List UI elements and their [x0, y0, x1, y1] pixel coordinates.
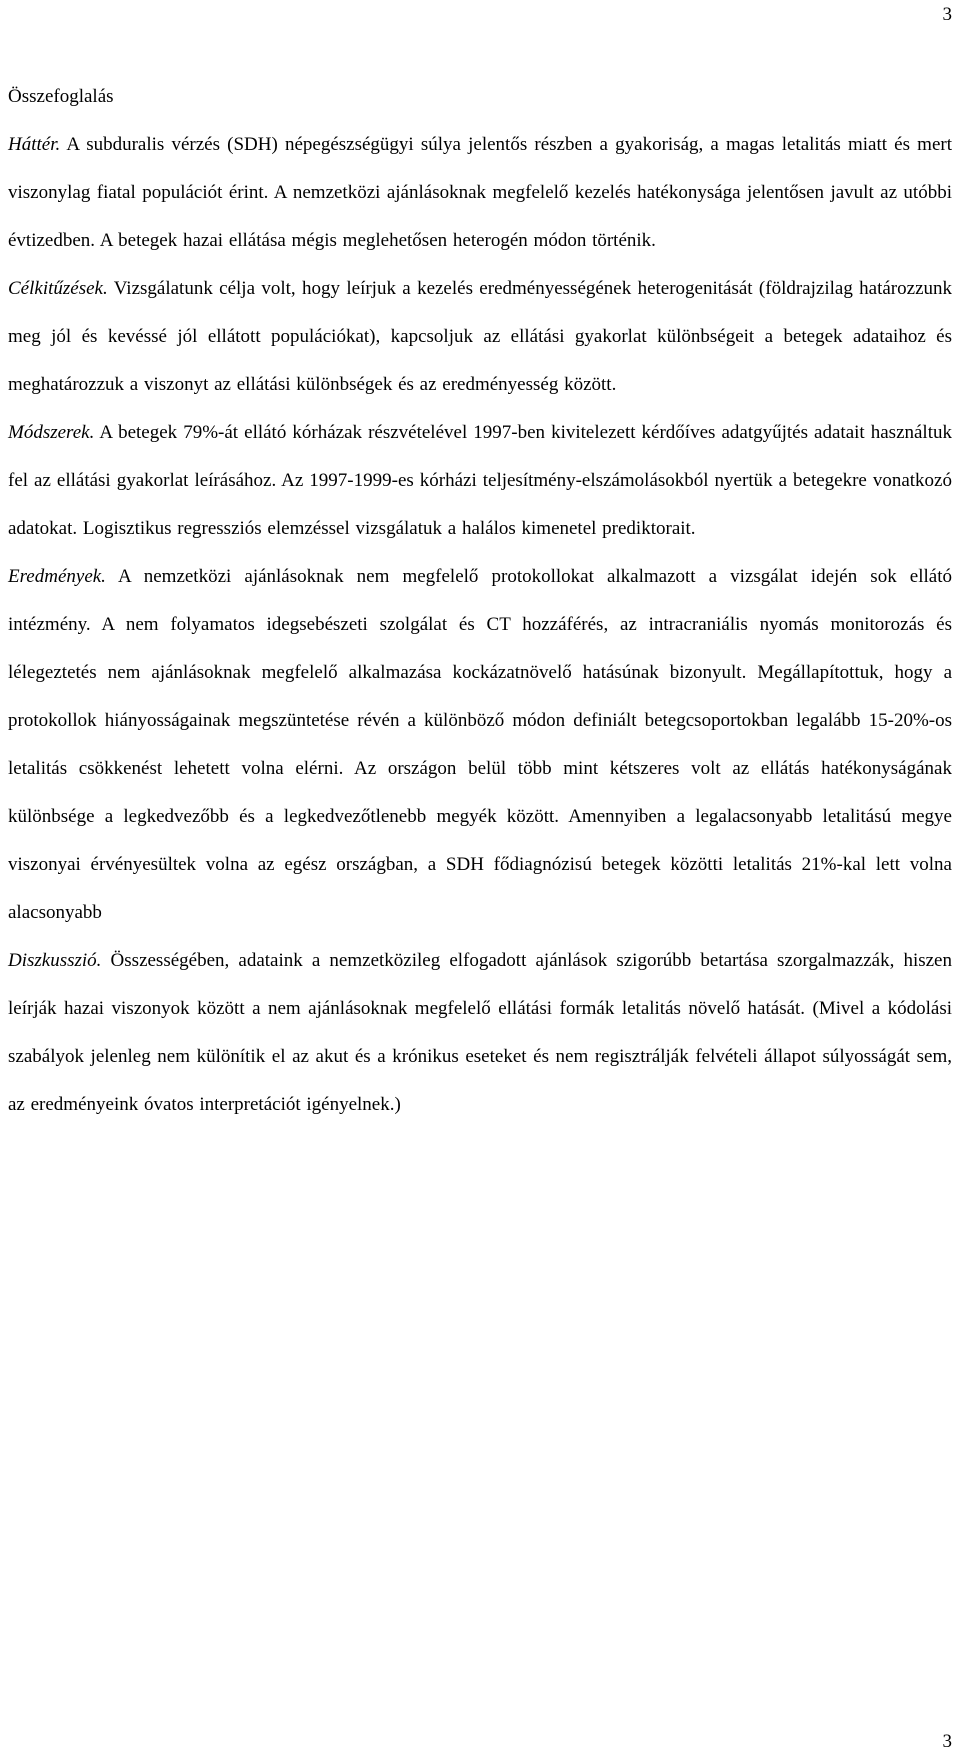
paragraph-label: Diszkusszió. — [8, 950, 102, 971]
paragraph-label: Eredmények. — [8, 566, 106, 587]
paragraph-text: A nemzetközi ajánlásoknak nem megfelelő protokollokat alkalmazott a vizsgálat idején sok ellátó intézmény. A nem folyamatos idegsebészeti szolgálat és CT hozzáférés, az intracraniális nyomás monitorozás és lélegeztetés nem ajánlásoknak megfelelő alkalmazása kockázatnövelő hatásúnak bizonyult. Megállapítottuk, hogy a protokollok hiányosságainak megszüntetése révén a különböző módon definiált betegcsoportokban legalább 15-20%-os letalitás csökkenést lehetett volna elérni. Az országon belül több mint kétszeres volt az ellátás hatékonyságának különbsége a legkedvezőbb és a legkedvezőtlenebb megyék között. Amennyiben a legalacsonyabb letalitású megye viszonyai érvényesültek volna az egész országban, a SDH fődiagnózisú betegek közötti letalitás 21%-kal lett volna alacsonyabb — [8, 566, 952, 923]
summary-content — [8, 73, 952, 1129]
paragraph-background — [8, 121, 952, 265]
paragraph-discussion — [8, 937, 952, 1129]
paragraph-results — [8, 553, 952, 937]
page-number-bottom: 3 — [942, 1731, 952, 1752]
paragraph-objectives — [8, 265, 952, 409]
section-title: Összefoglalás — [8, 86, 114, 107]
paragraph-text: Vizsgálatunk célja volt, hogy leírjuk a kezelés eredményességének heterogenitását (földrajzilag határozzunk meg jól és kevéssé jól ellátott populációkat), kapcsoljuk az ellátási gyakorlat különbségeit a betegek adataihoz és meghatározzuk a viszonyt az ellátási különbségek és az eredményesség között. — [8, 278, 952, 395]
paragraph-text: A subduralis vérzés (SDH) népegészségügyi súlya jelentős részben a gyakoriság, a magas letalitás miatt és mert viszonylag fiatal populációt érint. A nemzetközi ajánlásoknak megfelelő kezelés hatékonysága jelentősen javult az utóbbi évtizedben. A betegek hazai ellátása mégis meglehetősen heterogén módon történik. — [8, 134, 952, 251]
paragraph-label: Módszerek. — [8, 422, 95, 443]
paragraph-label: Háttér. — [8, 134, 61, 155]
paragraph-text: Összességében, adataink a nemzetközileg elfogadott ajánlások szigorúbb betartása szorgalmazzák, hiszen leírják hazai viszonyok között a nem ajánlásoknak megfelelő ellátási formák letalitás növelő hatását. (Mivel a kódolási szabályok jelenleg nem különítik el az akut és a krónikus eseteket és nem regisztrálják felvételi állapot súlyosságát sem, az eredményeink óvatos interpretációt igényelnek.) — [8, 950, 952, 1115]
paragraph-text: A betegek 79%-át ellátó kórházak részvételével 1997-ben kivitelezett kérdőíves adatgyűjtés adatait használtuk fel az ellátási gyakorlat leírásához. Az 1997-1999-es kórházi teljesítmény-elszámolásokból nyertük a betegekre vonatkozó adatokat. Logisztikus regressziós elemzéssel vizsgálatuk a halálos kimenetel prediktorait. — [8, 422, 952, 539]
paragraph-methods — [8, 409, 952, 553]
paragraph-label: Célkitűzések. — [8, 278, 108, 299]
page-number-top: 3 — [942, 4, 952, 25]
